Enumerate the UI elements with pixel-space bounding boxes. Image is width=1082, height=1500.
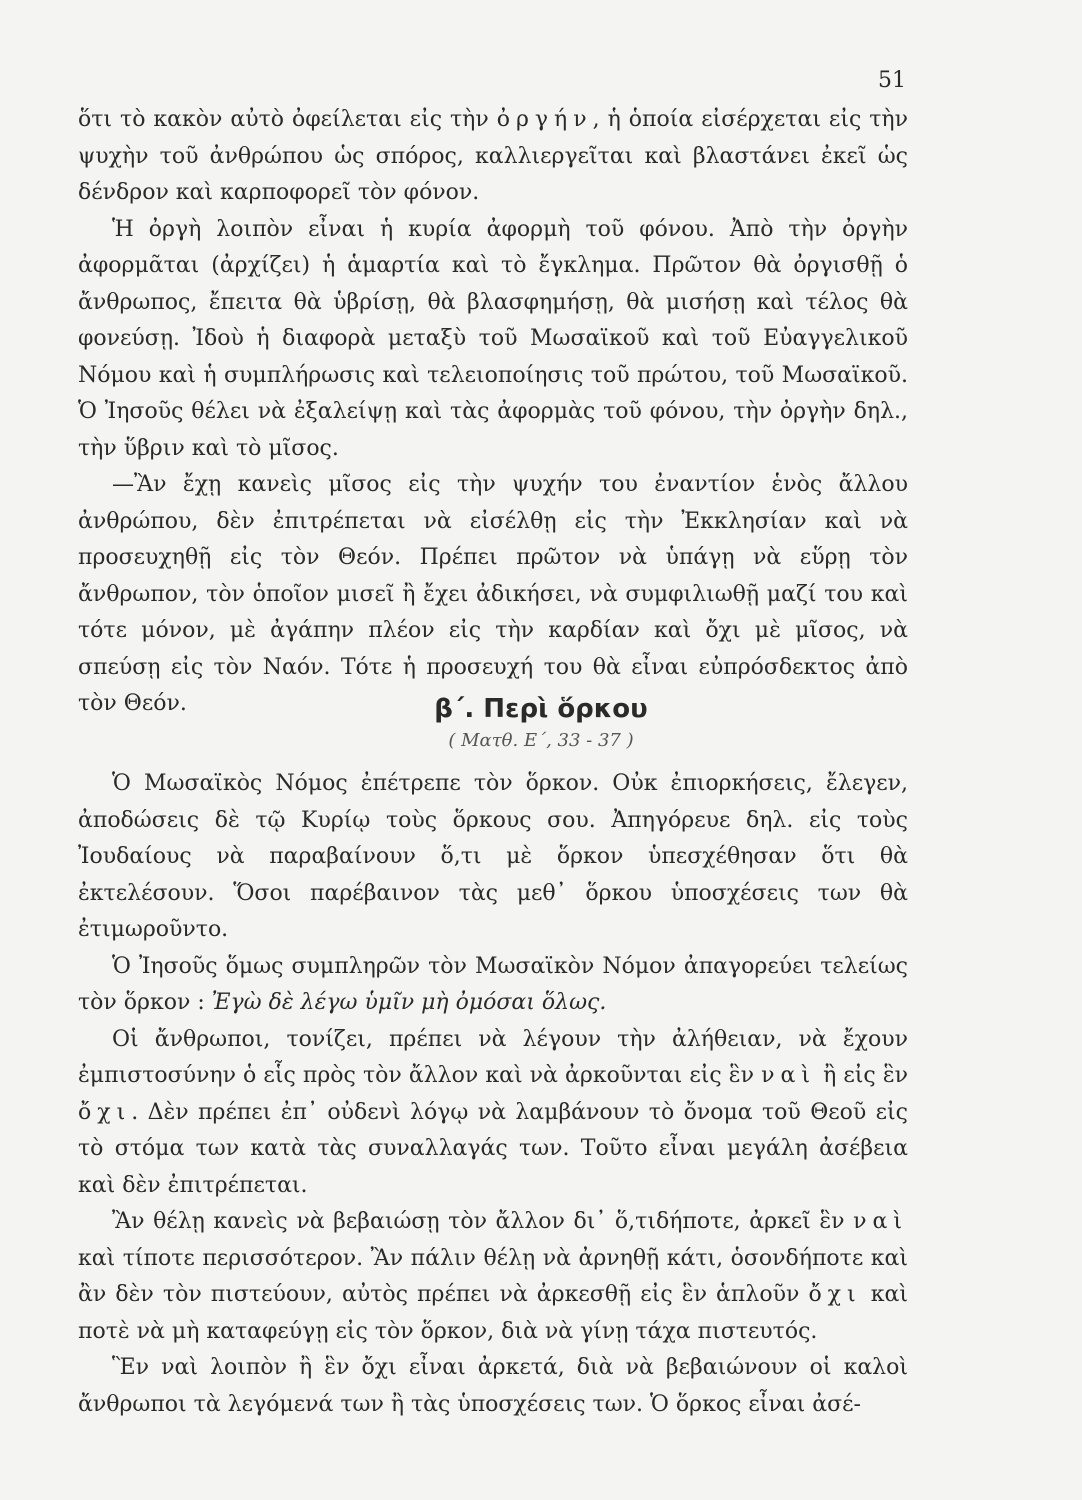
emphasis-word: ὄχι bbox=[78, 1099, 132, 1125]
text-run: . Δὲν πρέπει ἐπ᾽ οὐδενὶ λόγῳ νὰ λαμβάνουν τὸ ὄνομα τοῦ Θεοῦ εἰς τὸ στόμα των κατὰ τὰς συναλλαγάς των. Τοῦτο εἶναι μεγάλη ἀσέβεια καὶ δὲν ἐπιτρέπεται. bbox=[78, 1099, 908, 1198]
scripture-reference: ( Ματθ. Ε΄, 33 - 37 ) bbox=[448, 730, 634, 751]
paragraph: Ἓν ναὶ λοιπὸν ἢ ἓν ὄχι εἶναι ἀρκετά, διὰ νὰ βεβαιώνουν οἱ καλοὶ ἄνθρωποι τὰ λεγόμενά των ἢ τὰς ὑποσχέσεις των. Ὁ ὅρκος εἶναι ἀσέ- bbox=[78, 1355, 908, 1417]
page-number: 51 bbox=[878, 68, 906, 93]
text-run: ἢ εἰς ἓν bbox=[815, 1063, 909, 1088]
emphasis-word: ναὶ bbox=[761, 1063, 816, 1088]
section-heading: β΄. Περὶ ὅρκου bbox=[434, 694, 648, 724]
emphasis-word: ὄχι bbox=[808, 1282, 862, 1307]
text-block-upper bbox=[78, 102, 908, 723]
text-run: Οἱ ἄνθρωποι, τονίζει, πρέπει νὰ λέγουν τὴν ἀλήθειαν, νὰ ἔχουν ἐμπιστοσύνην ὁ εἷς πρὸς τὸν ἄλλον καὶ νὰ ἀρκοῦνται εἰς ἓν bbox=[78, 1026, 908, 1088]
paragraph: Ἡ ὀργὴ λοιπὸν εἶναι ἡ κυρία ἀφορμὴ τοῦ φόνου. Ἀπὸ τὴν ὀργὴν ἀφορμᾶται (ἀρχίζει) ἡ ἁμαρτία καὶ τὸ ἔγκλημα. Πρῶτον θὰ ὀργισθῇ ὁ ἄνθρωπος, ἔπειτα θὰ ὑβρίσῃ, θὰ βλασφημήσῃ, θὰ μισήσῃ καὶ τέλος θὰ φονεύσῃ. Ἰδοὺ ἡ διαφορὰ μεταξὺ τοῦ Μωσαϊκοῦ καὶ τοῦ Εὐαγγελικοῦ Νόμου καὶ ἡ συμπλήρωσις καὶ τελειοποίησις τοῦ πρώτου, τοῦ Μωσαϊκοῦ. Ὁ Ἰησοῦς θέλει νὰ ἐξαλείψῃ καὶ τὰς ἀφορμὰς τοῦ φόνου, τὴν ὀργὴν δηλ., τὴν ὕβριν καὶ τὸ μῖσος. bbox=[78, 216, 908, 461]
text-run: , ἡ ὁποία εἰσέρχεται εἰς τὴν ψυχὴν τοῦ ἀνθρώπου ὡς σπόρος, καλλιεργεῖται καὶ βλαστάνει ἐκεῖ ὡς δένδρον καὶ καρποφορεῖ τὸν φόνον. bbox=[78, 107, 908, 205]
text-block-lower bbox=[78, 766, 908, 1423]
paragraph: Ὁ Μωσαϊκὸς Νόμος ἐπέτρεπε τὸν ὅρκον. Οὐκ ἐπιορκήσεις, ἔλεγεν, ἀποδώσεις δὲ τῷ Κυρίῳ τοὺς ὅρκους σου. Ἀπηγόρευε δηλ. εἰς τοὺς Ἰουδαίους νὰ παραβαίνουν ὅ,τι μὲ ὅρκον ὑπεσχέθησαν ὅτι θὰ ἐκτελέσουν. Ὅσοι παρέβαινον τὰς μεθ᾽ ὅρκου ὑποσχέσεις των θὰ ἐτιμωροῦντο. bbox=[78, 771, 908, 942]
emphasis-word: ναὶ bbox=[853, 1209, 908, 1234]
text-run: ὅτι τὸ κακὸν αὐτὸ ὀφείλεται εἰς τὴν bbox=[78, 107, 497, 132]
text-run: Ὁ Ἰησοῦς ὅμως συμπληρῶν τὸν Μωσαϊκὸν Νόμον ἀπαγορεύει τελείως τὸν ὅρκον : bbox=[78, 953, 908, 1015]
paragraph bbox=[78, 949, 908, 1022]
paragraph bbox=[78, 1022, 908, 1205]
text-run: Ἂν θέλῃ κανεὶς νὰ βεβαιώσῃ τὸν ἄλλον δι᾽ ὅ,τιδήποτε, ἀρκεῖ ἓν bbox=[112, 1209, 854, 1234]
quotation: Ἐγὼ δὲ λέγω ὑμῖν μὴ ὀμόσαι ὅλως. bbox=[211, 990, 607, 1015]
text-run: καὶ τίποτε περισσότερον. Ἂν πάλιν θέλῃ νὰ ἀρνηθῇ κάτι, ὁσονδήποτε καὶ ἂν δὲν τὸν πιστεύουν, αὐτὸς πρέπει νὰ ἀρκεσθῇ εἰς ἓν ἁπλοῦν bbox=[78, 1245, 908, 1307]
paragraph bbox=[78, 102, 908, 212]
text-run: καὶ ποτὲ νὰ μὴ καταφεύγῃ εἰς τὸν ὅρκον, διὰ νὰ γίνῃ τάχα πιστευτός. bbox=[78, 1282, 908, 1344]
emphasis-word: ὀργήν bbox=[496, 107, 593, 132]
paragraph: —Ἂν ἔχῃ κανεὶς μῖσος εἰς τὴν ψυχήν του ἐναντίον ἑνὸς ἄλλου ἀνθρώπου, δὲν ἐπιτρέπεται νὰ εἰσέλθῃ εἰς τὴν Ἐκκλησίαν καὶ νὰ προσευχηθῇ εἰς τὸν Θεόν. Πρέπει πρῶτον νὰ ὑπάγῃ νὰ εὕρῃ τὸν ἄνθρωπον, τὸν ὁποῖον μισεῖ ἢ ἔχει ἀδικήσει, νὰ συμφιλιωθῇ μαζί του καὶ τότε μόνον, μὲ ἀγάπην πλέον εἰς τὴν καρδίαν καὶ ὄχι μὲ μῖσος, νὰ σπεύσῃ εἰς τὸν Ναόν. Τότε ἡ προσευχή του θὰ εἶναι εὐπρόσδεκτος ἀπὸ τὸν Θεόν. bbox=[78, 472, 908, 716]
paragraph bbox=[78, 1204, 908, 1350]
